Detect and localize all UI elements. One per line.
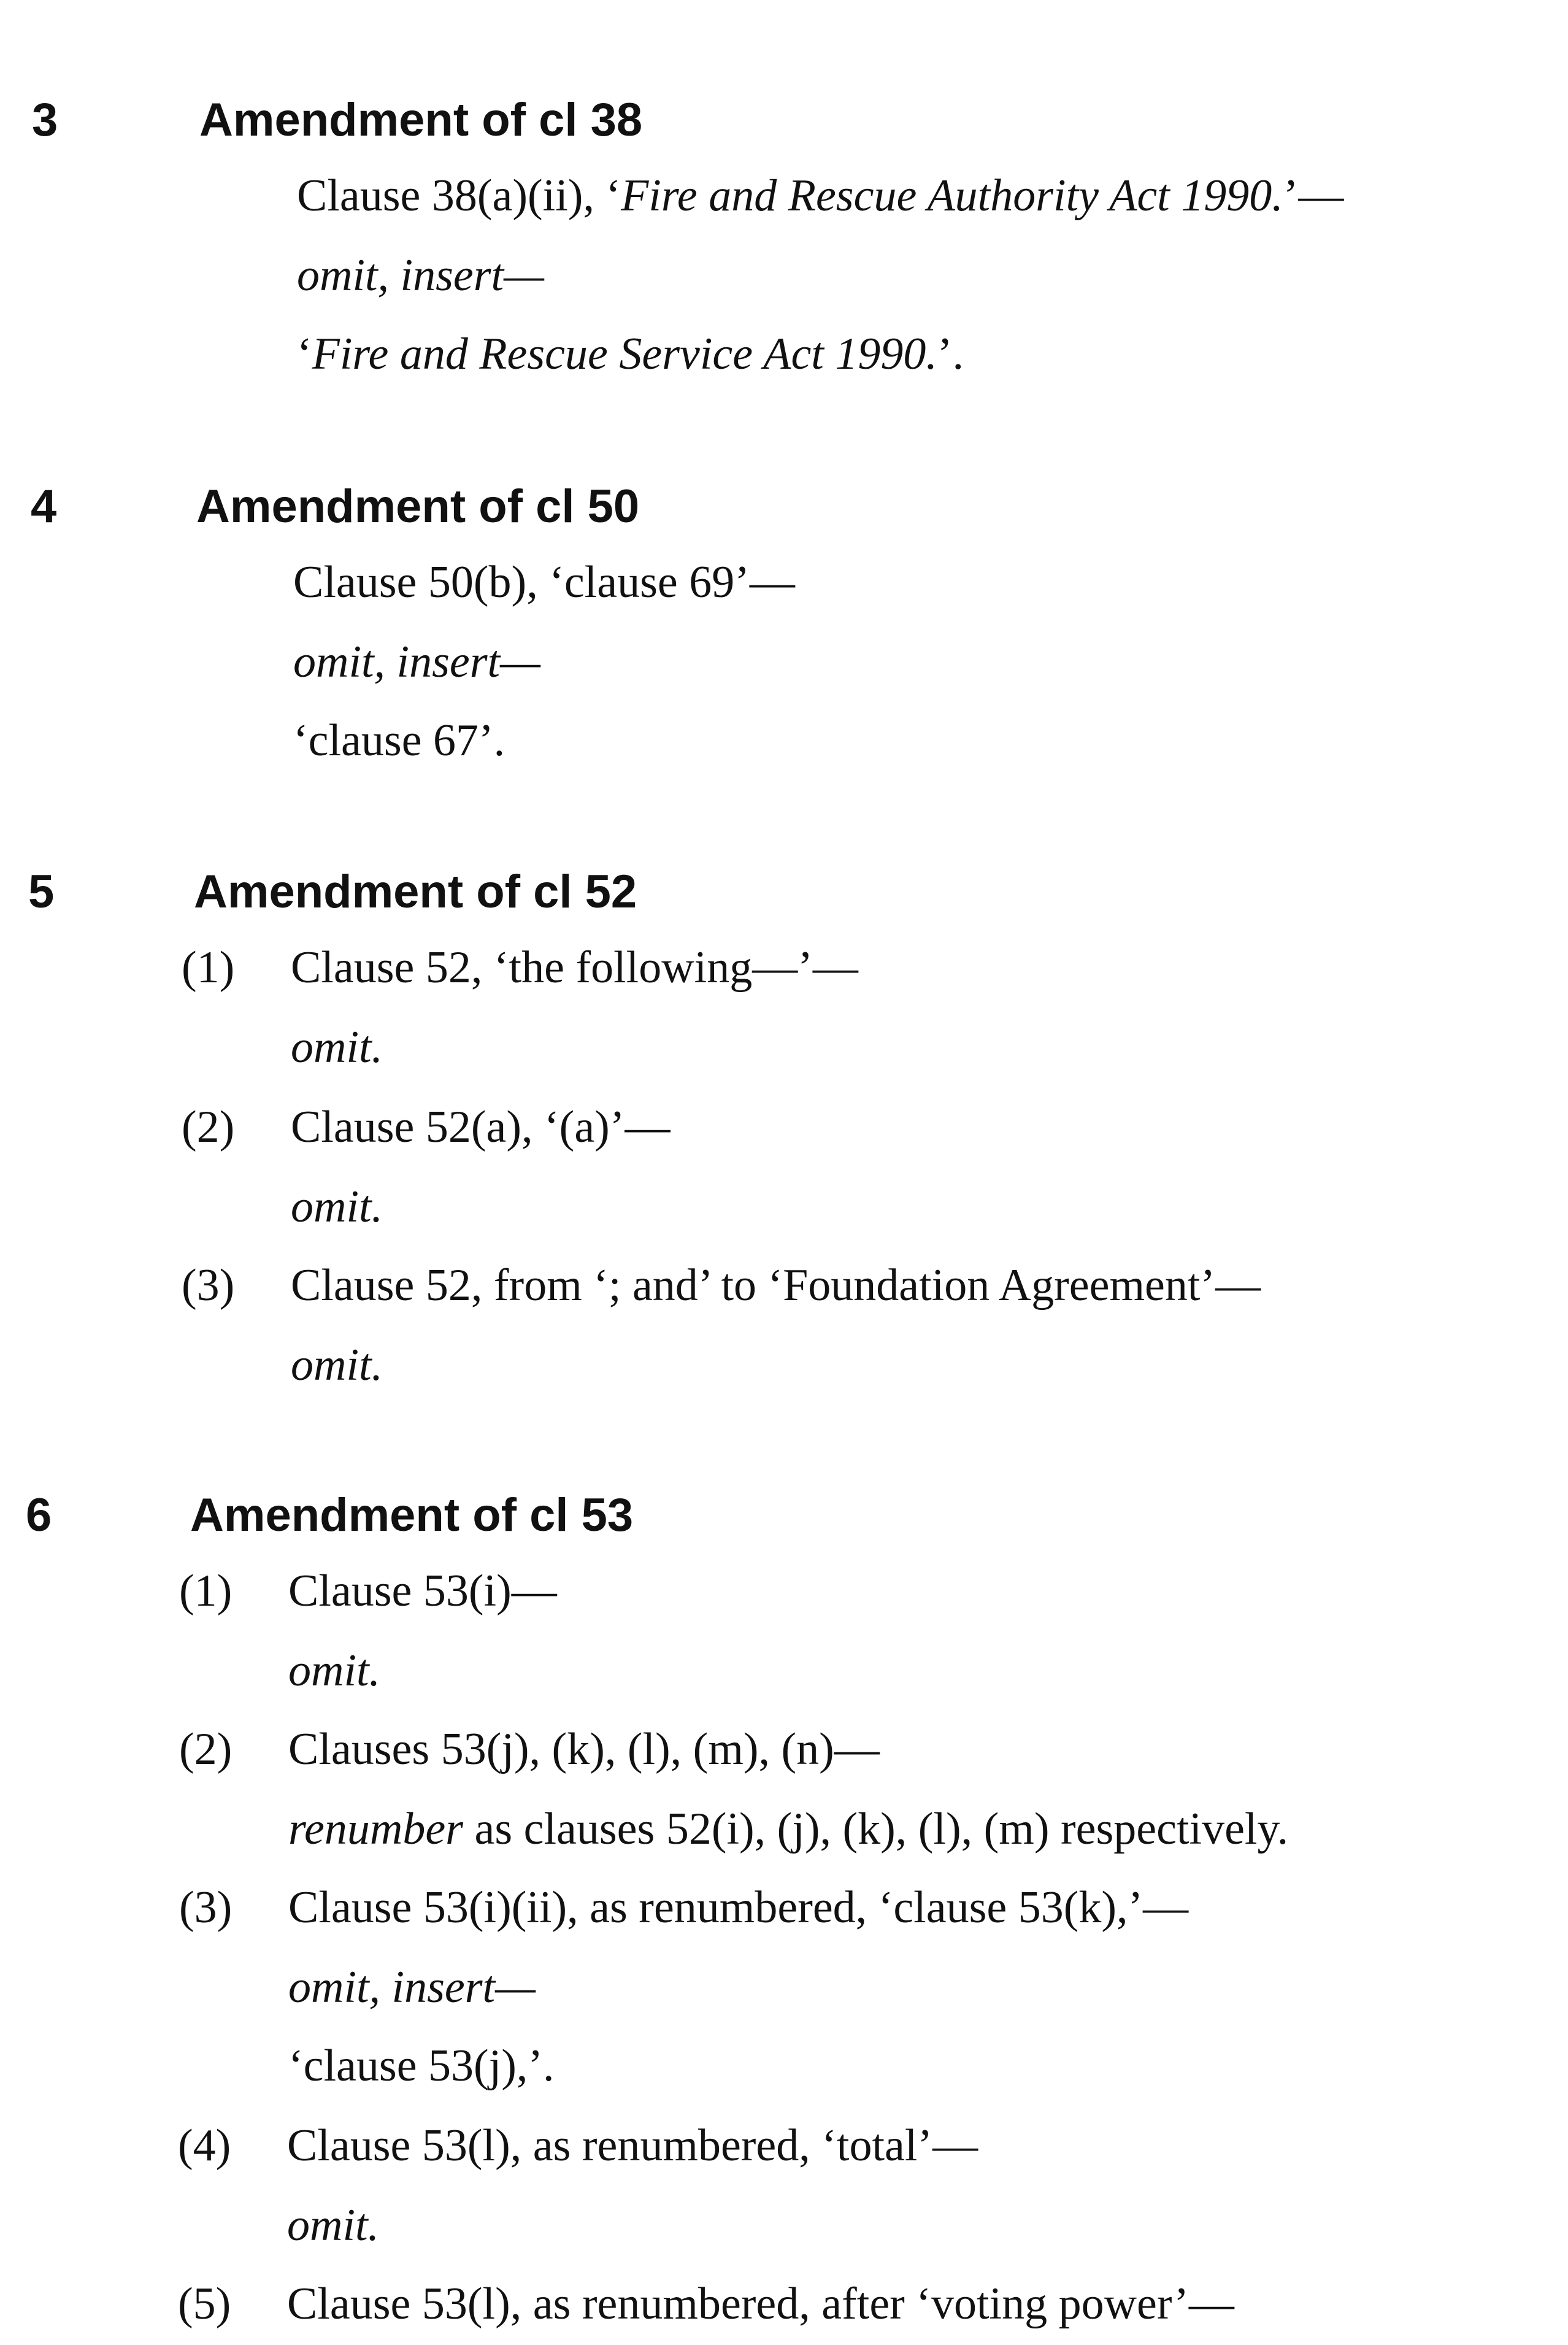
- section-number: 6: [26, 1489, 52, 1541]
- subsection-text: Clause 53(l), as renumbered, ‘total’—: [287, 2120, 978, 2171]
- line-text: ‘: [297, 329, 312, 379]
- subsection-text: Clause 53(l), as renumbered, after ‘voting power’—: [287, 2279, 1234, 2329]
- subsection-text: Clauses 53(j), (k), (l), (m), (n)—: [288, 1724, 880, 1774]
- subsection-number: (3): [179, 1882, 233, 1933]
- subsection-action: omit.: [291, 1022, 383, 1072]
- subsection-text: Clause 52, from ‘; and’ to ‘Foundation Agreement’—: [291, 1260, 1261, 1311]
- subsection-number: (2): [179, 1724, 233, 1774]
- section-number: 4: [31, 480, 57, 533]
- line-italic-text: Fire and Rescue Service Act 1990.: [312, 329, 937, 379]
- section-line: [297, 331, 964, 377]
- line-text: ’.: [937, 329, 964, 379]
- subsection-number: (1): [182, 942, 235, 993]
- subsection-number: (2): [182, 1102, 235, 1152]
- line-text: Clause 38(a)(ii), ‘: [297, 171, 621, 221]
- section-line: Clause 50(b), ‘clause 69’—: [293, 557, 795, 607]
- section-number: 5: [28, 866, 55, 918]
- subsection-number: (1): [179, 1566, 233, 1616]
- subsection-action: renumber: [288, 1804, 463, 1854]
- subsection-action-line: [288, 1806, 1288, 1852]
- subsection-action: omit.: [287, 2200, 380, 2251]
- subsection-text: Clause 53(i)(ii), as renumbered, ‘clause 53(k),’—: [288, 1882, 1189, 1933]
- line-text: ’—: [1283, 171, 1344, 221]
- section-action: omit, insert—: [297, 250, 544, 301]
- subsection-number: (5): [178, 2279, 231, 2329]
- subsection-action-text: as clauses 52(i), (j), (k), (l), (m) respectively.: [463, 1804, 1289, 1854]
- section-heading: Amendment of cl 50: [196, 480, 640, 533]
- subsection-number: (3): [182, 1260, 235, 1311]
- subsection-action: omit, insert—: [288, 1962, 536, 2012]
- line-italic-text: Fire and Rescue Authority Act 1990.: [621, 171, 1283, 221]
- section-heading: Amendment of cl 38: [199, 94, 643, 146]
- section-number: 3: [32, 94, 58, 146]
- section-heading: Amendment of cl 53: [190, 1489, 634, 1541]
- subsection-action: omit.: [291, 1182, 383, 1232]
- subsection-action: omit.: [291, 1340, 383, 1390]
- section-line: ‘clause 67’.: [293, 715, 505, 766]
- subsection-text: Clause 53(i)—: [288, 1566, 557, 1616]
- section-action: omit, insert—: [293, 637, 540, 687]
- subsection-inserted-text: ‘clause 53(j),’.: [288, 2041, 555, 2091]
- subsection-number: (4): [178, 2120, 231, 2171]
- section-line: [297, 171, 1344, 221]
- section-heading: Amendment of cl 52: [194, 866, 637, 918]
- subsection-text: Clause 52, ‘the following—’—: [291, 942, 858, 993]
- subsection-action: omit.: [288, 1646, 381, 1696]
- subsection-text: Clause 52(a), ‘(a)’—: [291, 1102, 671, 1152]
